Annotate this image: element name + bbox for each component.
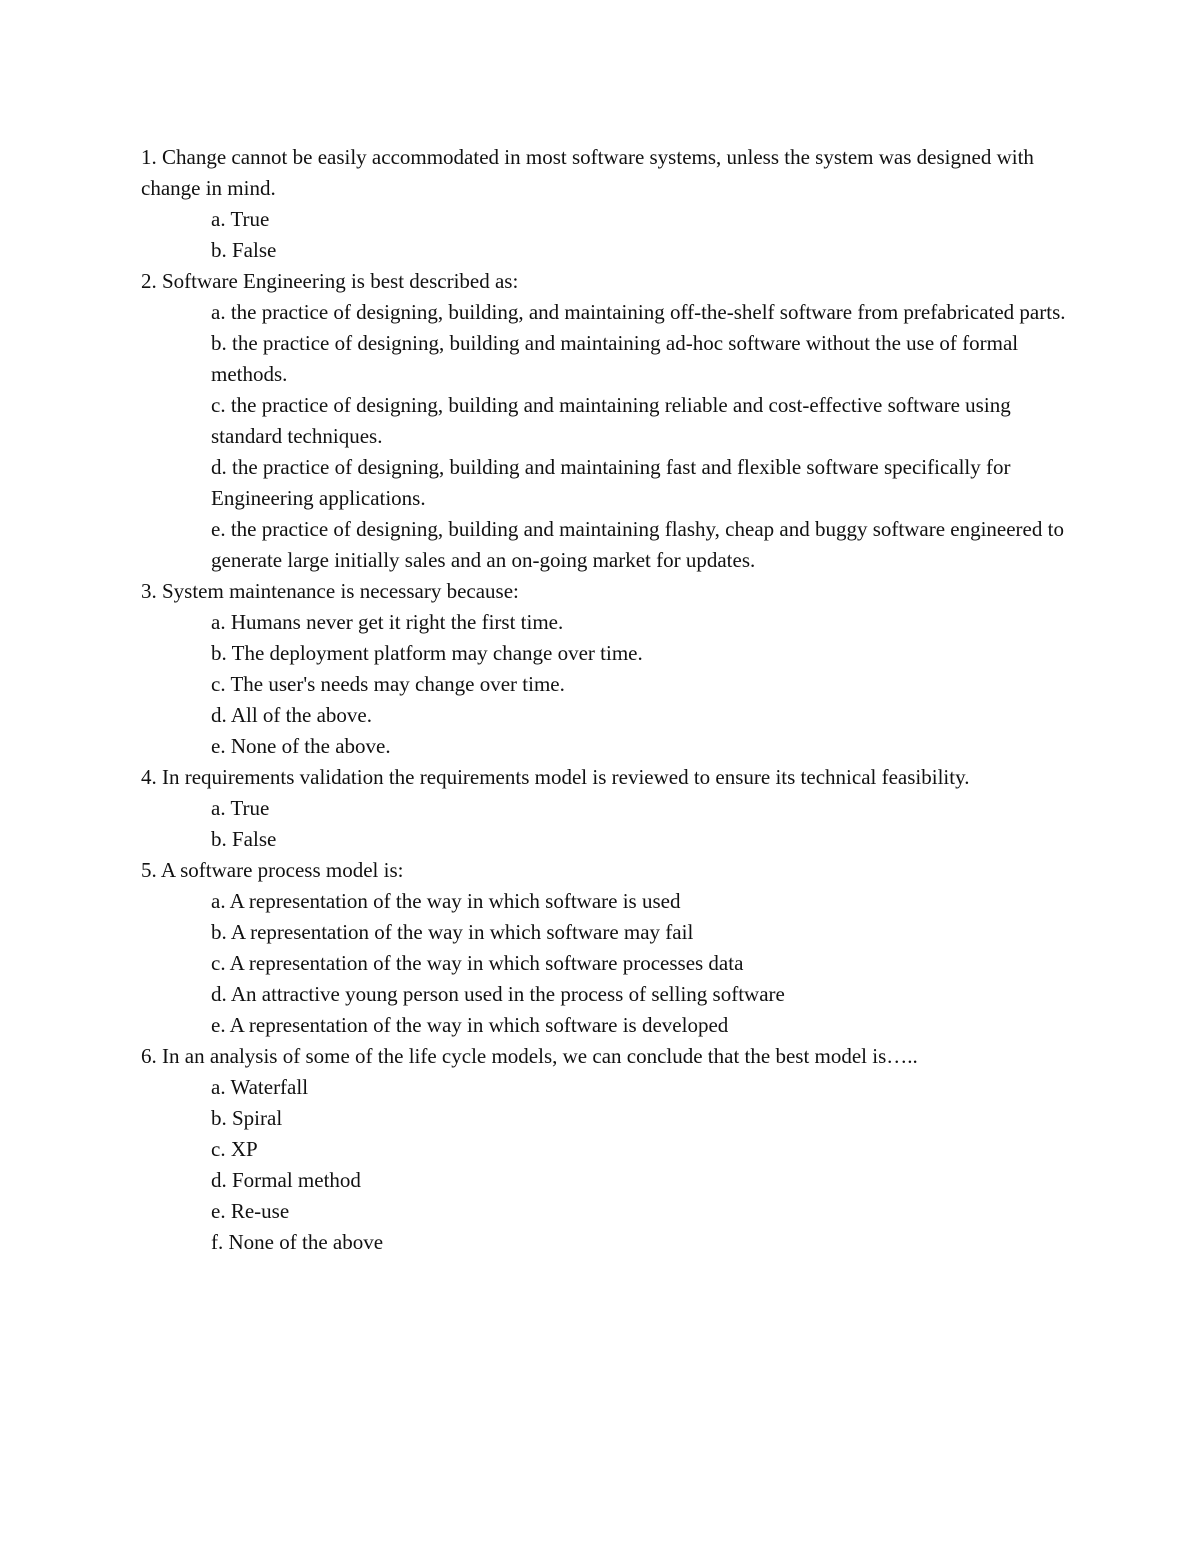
option-text: True bbox=[230, 796, 270, 820]
option-item bbox=[211, 328, 1066, 390]
option-label: a. bbox=[211, 1075, 226, 1099]
option-label: b. bbox=[211, 920, 227, 944]
option-label: c. bbox=[211, 1137, 226, 1161]
option-text: False bbox=[232, 238, 277, 262]
option-label: a. bbox=[211, 207, 226, 231]
option-text: A representation of the way in which software processes data bbox=[229, 951, 744, 975]
question-number: 5. bbox=[141, 858, 157, 882]
option-text: True bbox=[230, 207, 270, 231]
question-text bbox=[141, 762, 1066, 793]
option-text: None of the above bbox=[228, 1230, 384, 1254]
option-label: a. bbox=[211, 796, 226, 820]
option-label: e. bbox=[211, 517, 226, 541]
question-number: 1. bbox=[141, 145, 157, 169]
option-text: A representation of the way in which software is used bbox=[229, 889, 681, 913]
option-list bbox=[141, 793, 1066, 855]
option-item bbox=[211, 731, 1066, 762]
option-item bbox=[211, 1134, 1066, 1165]
option-label: a. bbox=[211, 610, 226, 634]
option-text: False bbox=[232, 827, 277, 851]
option-label: e. bbox=[211, 1199, 226, 1223]
option-item bbox=[211, 235, 1066, 266]
option-label: d. bbox=[211, 703, 227, 727]
option-label: c. bbox=[211, 672, 226, 696]
option-label: b. bbox=[211, 238, 227, 262]
option-item bbox=[211, 638, 1066, 669]
option-text: Re-use bbox=[230, 1199, 290, 1223]
option-label: e. bbox=[211, 734, 226, 758]
option-label: d. bbox=[211, 455, 227, 479]
option-text: Formal method bbox=[232, 1168, 361, 1192]
option-list bbox=[141, 607, 1066, 762]
option-label: f. bbox=[211, 1230, 224, 1254]
option-item bbox=[211, 1103, 1066, 1134]
quiz-content bbox=[141, 142, 1066, 1258]
option-text: the practice of designing, building, and maintaining off-the-shelf software from prefabricated parts. bbox=[230, 300, 1066, 324]
option-label: b. bbox=[211, 827, 227, 851]
option-item bbox=[211, 514, 1066, 576]
option-text: the practice of designing, building and maintaining ad-hoc software without the use of formal methods. bbox=[211, 331, 1019, 386]
option-text: XP bbox=[230, 1137, 258, 1161]
option-item bbox=[211, 917, 1066, 948]
option-text: Spiral bbox=[232, 1106, 283, 1130]
question-4 bbox=[141, 762, 1066, 855]
option-text: the practice of designing, building and maintaining flashy, cheap and buggy software engineered to generate large initially sales and an on-going market for updates. bbox=[211, 517, 1064, 572]
option-item bbox=[211, 1010, 1066, 1041]
question-body: System maintenance is necessary because: bbox=[162, 579, 519, 603]
question-number: 6. bbox=[141, 1044, 157, 1068]
option-label: a. bbox=[211, 300, 226, 324]
option-item bbox=[211, 886, 1066, 917]
question-text bbox=[141, 855, 1066, 886]
option-text: A representation of the way in which software may fail bbox=[230, 920, 694, 944]
option-label: b. bbox=[211, 331, 227, 355]
option-label: a. bbox=[211, 889, 226, 913]
question-text bbox=[141, 142, 1066, 204]
question-2 bbox=[141, 266, 1066, 576]
question-text bbox=[141, 576, 1066, 607]
option-item bbox=[211, 1227, 1066, 1258]
option-text: the practice of designing, building and maintaining reliable and cost-effective software using standard techniques. bbox=[211, 393, 1011, 448]
question-body: Software Engineering is best described as: bbox=[162, 269, 519, 293]
option-label: d. bbox=[211, 982, 227, 1006]
option-label: b. bbox=[211, 1106, 227, 1130]
question-body: In requirements validation the requirements model is reviewed to ensure its technical feasibility. bbox=[162, 765, 970, 789]
option-text: A representation of the way in which software is developed bbox=[229, 1013, 729, 1037]
question-5 bbox=[141, 855, 1066, 1041]
option-item bbox=[211, 948, 1066, 979]
option-label: c. bbox=[211, 393, 226, 417]
option-list bbox=[141, 1072, 1066, 1258]
question-3 bbox=[141, 576, 1066, 762]
option-item bbox=[211, 204, 1066, 235]
option-item bbox=[211, 1196, 1066, 1227]
question-text bbox=[141, 266, 1066, 297]
option-label: b. bbox=[211, 641, 227, 665]
option-text: Humans never get it right the first time. bbox=[230, 610, 564, 634]
option-list bbox=[141, 886, 1066, 1041]
question-body: In an analysis of some of the life cycle models, we can conclude that the best model is….. bbox=[162, 1044, 918, 1068]
option-list bbox=[141, 297, 1066, 576]
question-number: 4. bbox=[141, 765, 157, 789]
option-list bbox=[141, 204, 1066, 266]
option-item bbox=[211, 700, 1066, 731]
option-item bbox=[211, 1072, 1066, 1103]
option-text: The deployment platform may change over time. bbox=[231, 641, 643, 665]
question-1 bbox=[141, 142, 1066, 266]
option-text: None of the above. bbox=[230, 734, 391, 758]
option-text: Waterfall bbox=[230, 1075, 309, 1099]
option-item bbox=[211, 979, 1066, 1010]
option-item bbox=[211, 1165, 1066, 1196]
question-body: Change cannot be easily accommodated in most software systems, unless the system was designed with change in mind. bbox=[141, 145, 1034, 200]
option-text: The user's needs may change over time. bbox=[230, 672, 565, 696]
option-label: e. bbox=[211, 1013, 226, 1037]
option-item bbox=[211, 452, 1066, 514]
question-6 bbox=[141, 1041, 1066, 1258]
option-text: An attractive young person used in the process of selling software bbox=[230, 982, 785, 1006]
question-body: A software process model is: bbox=[160, 858, 404, 882]
option-item bbox=[211, 390, 1066, 452]
option-text: All of the above. bbox=[230, 703, 372, 727]
option-item bbox=[211, 824, 1066, 855]
option-item bbox=[211, 669, 1066, 700]
option-label: d. bbox=[211, 1168, 227, 1192]
option-item bbox=[211, 297, 1066, 328]
question-text bbox=[141, 1041, 1066, 1072]
question-number: 3. bbox=[141, 579, 157, 603]
question-number: 2. bbox=[141, 269, 157, 293]
option-item bbox=[211, 607, 1066, 638]
option-text: the practice of designing, building and maintaining fast and flexible software specifically for Engineering applications. bbox=[211, 455, 1011, 510]
option-item bbox=[211, 793, 1066, 824]
option-label: c. bbox=[211, 951, 226, 975]
